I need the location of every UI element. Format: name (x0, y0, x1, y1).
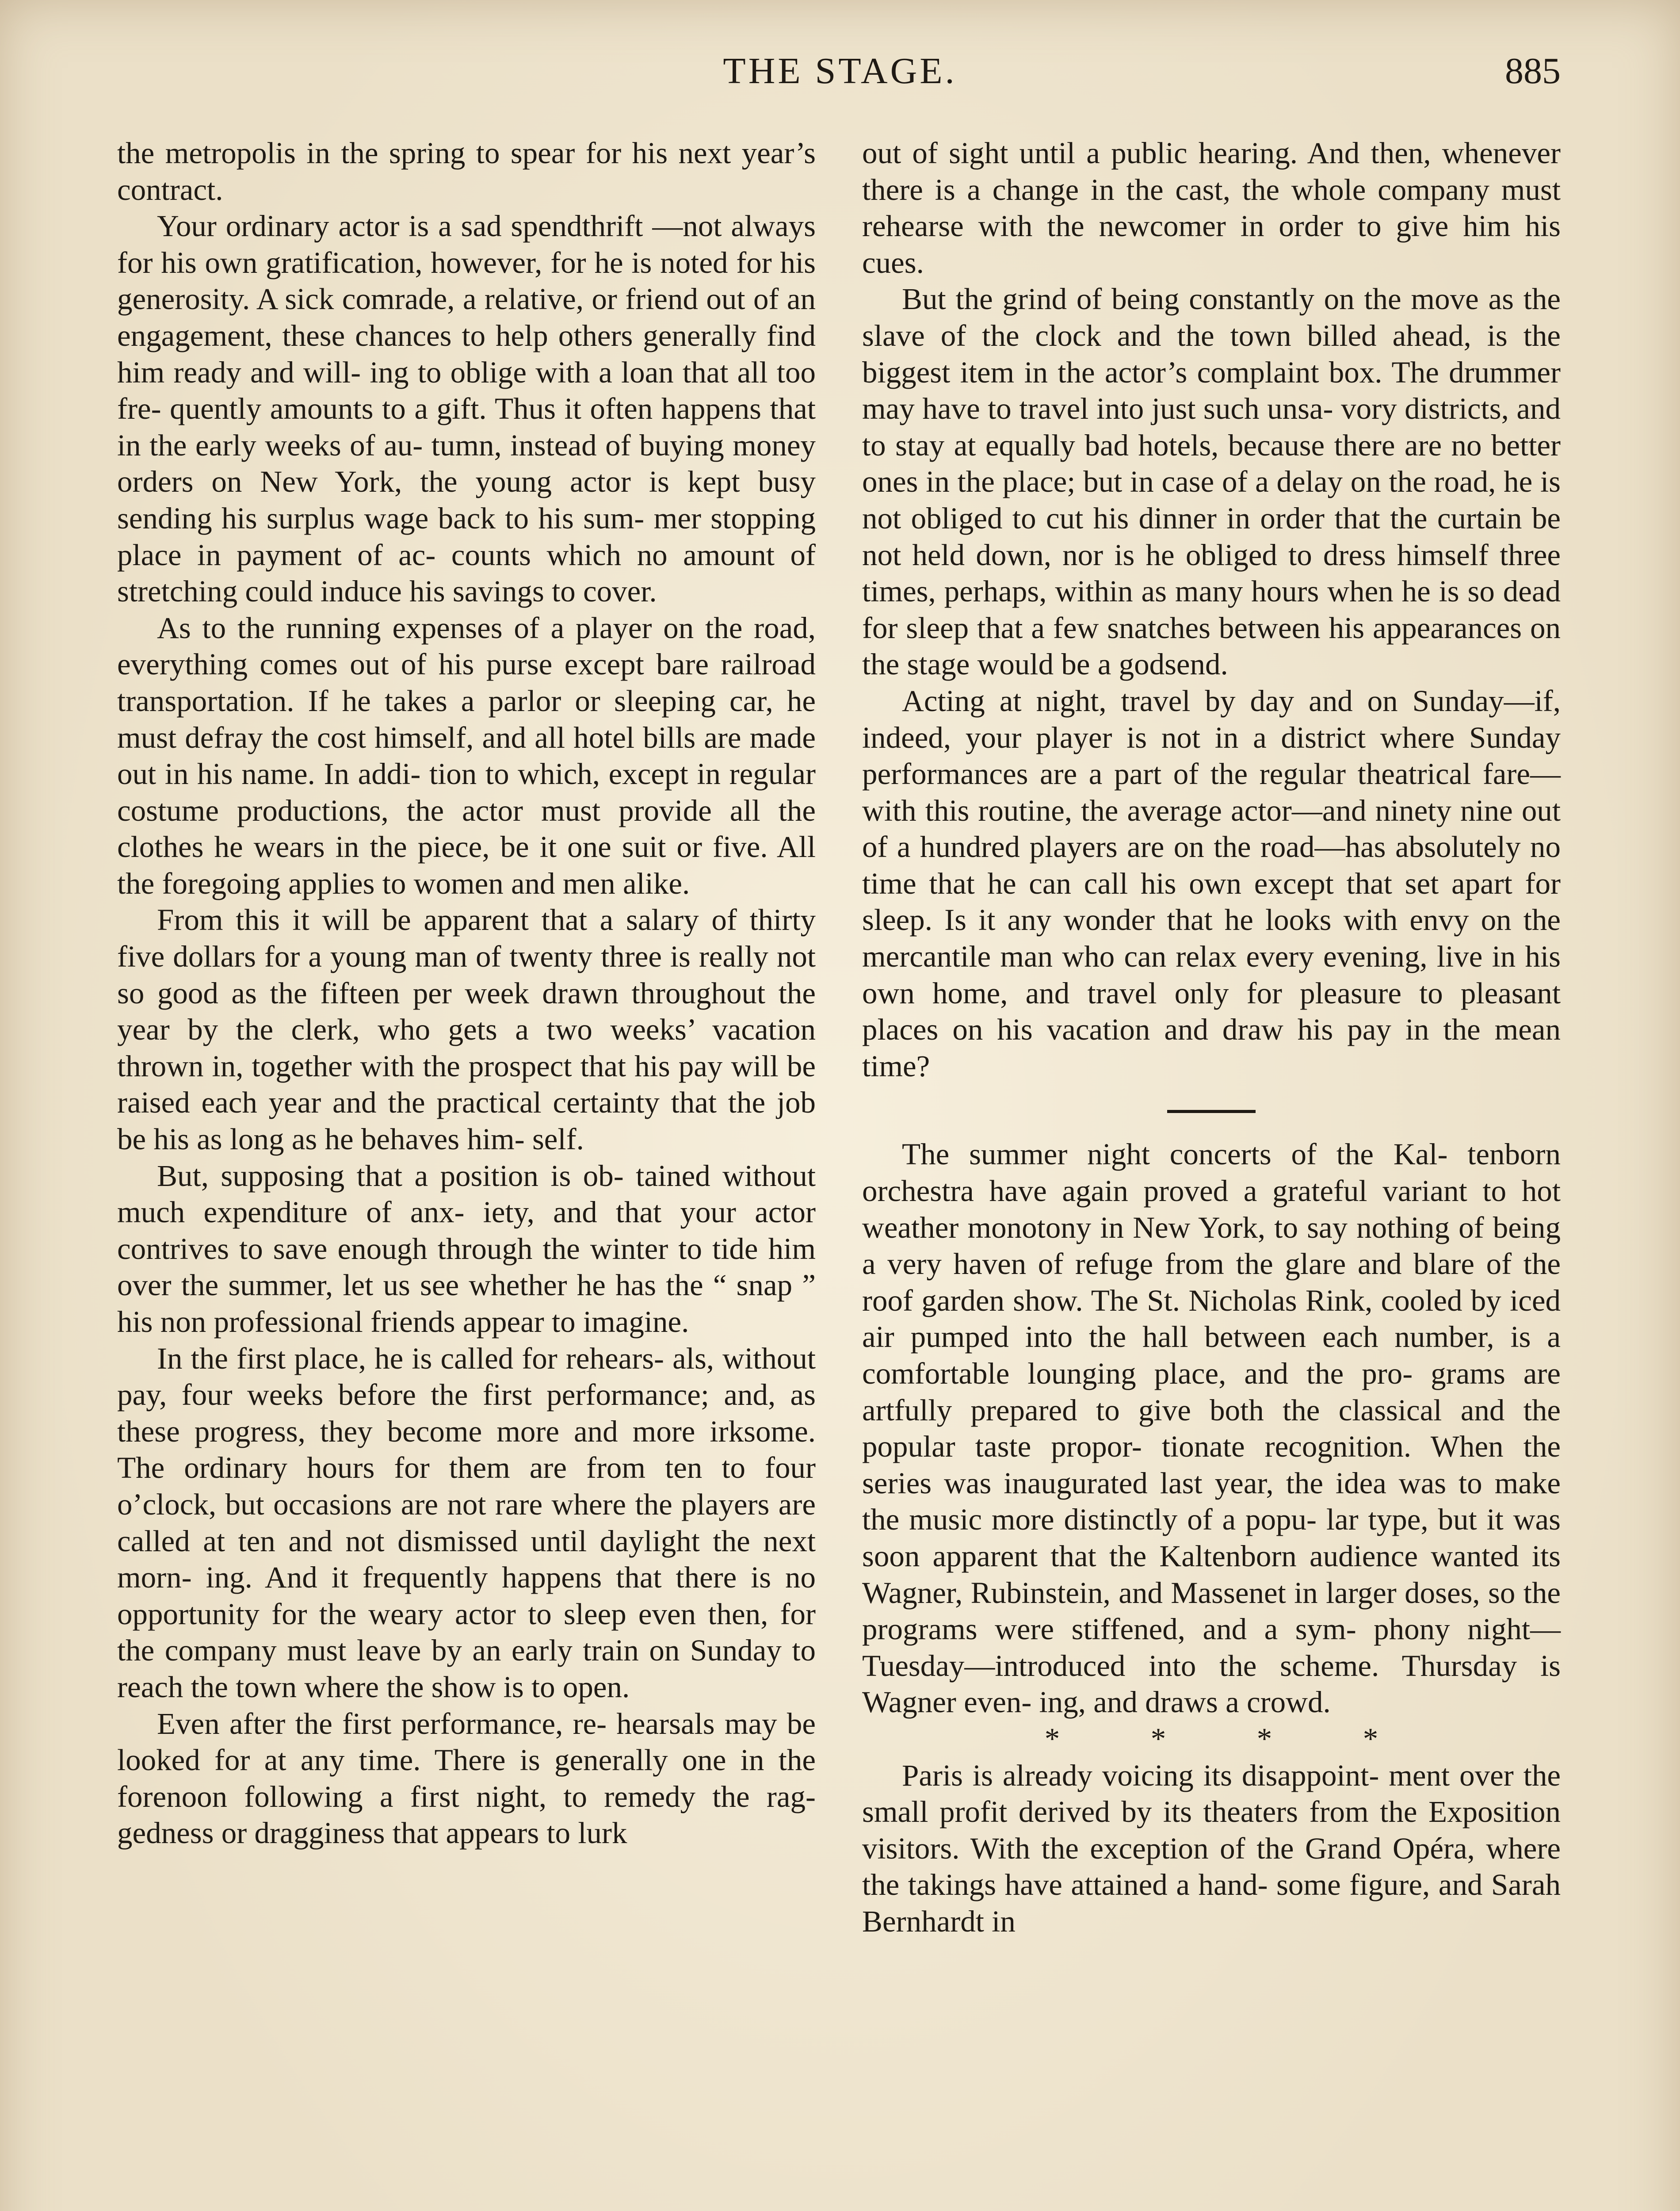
star: * (1044, 1721, 1060, 1756)
paragraph: out of sight until a public hearing. And then, whenever there is a change in the cast, the whole company must rehearse with the newcomer in order to give him his cues. (862, 136, 1561, 279)
page-number: 885 (1505, 50, 1561, 92)
paragraph: In the first place, he is called for rehears- als, without pay, four weeks before the first performance; and, as these progress, they become more and more irksome. The ordinary hours for them are from ten to four o’clock, but occasions are not rare where the players are called at ten and not dismissed until daylight the next morn- ing. And it frequently happens that there is no opportunity for the weary actor to sleep even then, for the company must leave by an early train on Sunday to reach the town where the show is to open. (117, 1341, 816, 1704)
paragraph: Acting at night, travel by day and on Sunday—if, indeed, your player is not in a district where Sunday performances are a part of the regular theatrical fare—with this routine, the average actor—and ninety nine out of a hundred players are on the road—has absolutely no time that he can call his own except that set apart for sleep. Is it any wonder that he looks with envy on the mercantile man who can relax every evening, live in his own home, and travel only for pleasure to pleasant places on his vacation and draw his pay in the mean time? (862, 684, 1561, 1083)
section-divider-rule (1167, 1110, 1256, 1113)
section-break-stars (862, 1721, 1561, 1757)
star: * (1363, 1721, 1378, 1756)
paragraph: Even after the first performance, re- hearsals may be looked for at any time. There is generally one in the forenoon following a first night, to remedy the rag- gedness or dragginess that appears to lurk (117, 1706, 816, 1850)
right-column (862, 135, 1561, 2211)
left-column (117, 135, 816, 2211)
paragraph: From this it will be apparent that a salary of thirty five dollars for a young man of twenty three is really not so good as the fifteen per week drawn throughout the year by the clerk, who gets a two weeks’ vacation thrown in, together with the prospect that his pay will be raised each year and the practical certainty that the job be his as long as he behaves him- self. (117, 903, 816, 1156)
paragraph: Paris is already voicing its disappoint- ment over the small profit derived by its theaters from the Exposition visitors. With the exception of the Grand Opéra, where the takings have attained a hand- some figure, and Sarah Bernhardt in (862, 1758, 1561, 1938)
paragraph: As to the running expenses of a player on the road, everything comes out of his purse except bare railroad transportation. If he takes a parlor or sleeping car, he must defray the cost himself, and all hotel bills are made out in his name. In addi- tion to which, except in regular costume productions, the actor must provide all the clothes he wears in the piece, be it one suit or five. All the foregoing applies to women and men alike. (117, 611, 816, 900)
page-header (0, 50, 1680, 103)
paragraph: But the grind of being constantly on the move as the slave of the clock and the town billed ahead, is the biggest item in the actor’s complaint box. The drummer may have to travel into just such unsa- vory districts, and to stay at equally bad hotels, because there are no better ones in the place; but in case of a delay on the road, he is not obliged to cut his dinner in order that the curtain be not held down, nor is he obliged to dress himself three times, perhaps, within as many hours when he is so dead for sleep that a few snatches between his appearances on the stage would be a godsend. (862, 282, 1561, 681)
paragraph: Your ordinary actor is a sad spendthrift —not always for his own gratification, however, for he is noted for his generosity. A sick comrade, a relative, or friend out of an engagement, these chances to help others generally find him ready and will- ing to oblige with a loan that all too fre- quently amounts to a gift. Thus it often happens that in the early weeks of au- tumn, instead of buying money orders on New York, the young actor is kept busy sending his surplus wage back to his sum- mer stopping place in payment of ac- counts which no amount of stretching could induce his savings to cover. (117, 209, 816, 608)
star: * (1256, 1721, 1272, 1756)
paragraph: But, supposing that a position is ob- tained without much expenditure of anx- iety, and that your actor contrives to save enough through the winter to tide him over the summer, let us see whether he has the “ snap ” his non professional friends appear to imagine. (117, 1159, 816, 1339)
paragraph: the metropolis in the spring to spear for his next year’s contract. (117, 136, 816, 207)
paragraph: The summer night concerts of the Kal- tenborn orchestra have again proved a grateful variant to hot weather monotony in New York, to say nothing of being a very haven of refuge from the glare and blare of the roof garden show. The St. Nicholas Rink, cooled by iced air pumped into the hall between each number, is a comfortable lounging place, and the pro- grams are artfully prepared to give both the classical and the popular taste propor- tionate recognition. When the series was inaugurated last year, the idea was to make the music more distinctly of a popu- lar type, but it was soon apparent that the Kaltenborn audience wanted its Wagner, Rubinstein, and Massenet in larger doses, so the programs were stiffened, and a sym- phony night—Tuesday—introduced into the scheme. Thursday is Wagner even- ing, and draws a crowd. (862, 1137, 1561, 1719)
running-title: THE STAGE. (723, 50, 957, 92)
star: * (1150, 1721, 1166, 1756)
